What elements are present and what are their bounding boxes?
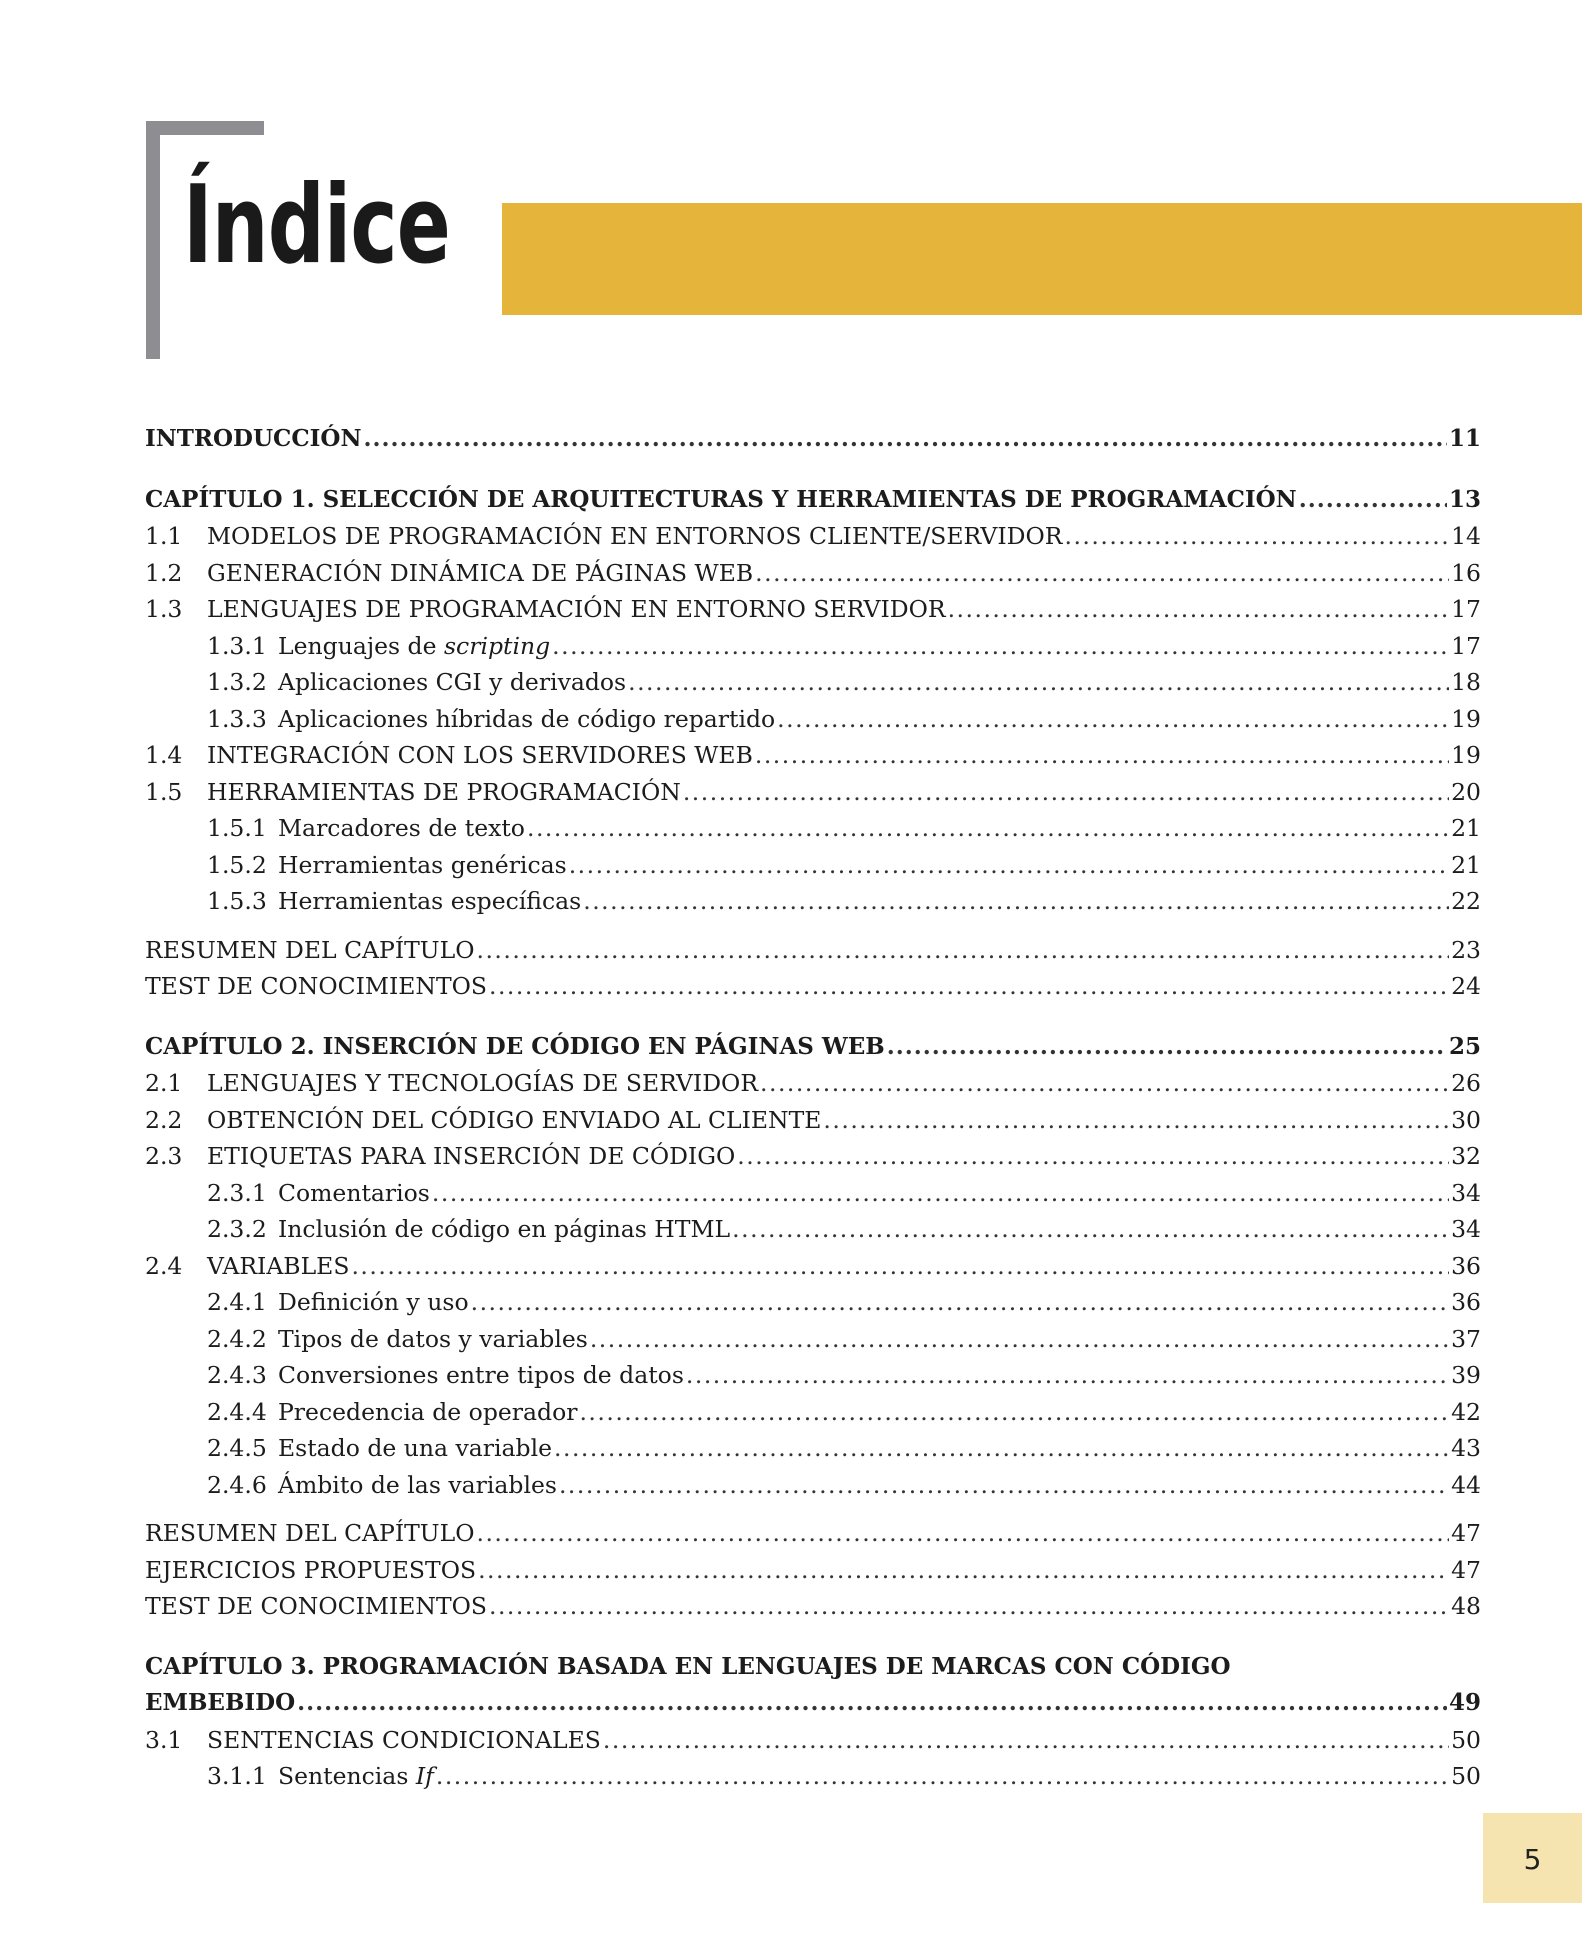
toc-entry-number: 2.4.4	[207, 1397, 267, 1426]
toc-entry-1-3-1[interactable]	[145, 632, 1481, 669]
toc-entry-page: 26	[1451, 1069, 1481, 1097]
toc-leader-dots	[552, 632, 1449, 660]
toc-leader-dots	[351, 1252, 1449, 1280]
toc-entry-label: TEST DE CONOCIMIENTOS	[145, 1592, 487, 1620]
toc-leader-dots	[628, 668, 1449, 696]
toc-entry-label: Aplicaciones CGI y derivados	[278, 668, 627, 696]
title-bracket-vertical	[146, 121, 160, 359]
title-accent-bar	[502, 203, 1582, 315]
toc-entry-2-1[interactable]	[145, 1069, 1481, 1106]
toc-entry-label: Aplicaciones híbridas de código repartido	[278, 704, 776, 733]
toc-entry-label: Conversiones entre tipos de datos	[278, 1361, 684, 1389]
toc-leader-dots	[476, 936, 1449, 964]
toc-entry-ch2-exercises[interactable]	[145, 1556, 1481, 1593]
toc-entry-label: LENGUAJES Y TECNOLOGÍAS DE SERVIDOR	[207, 1069, 759, 1097]
toc-entry-1-1[interactable]	[145, 522, 1481, 559]
toc-entry-label: Estado de una variable	[278, 1434, 553, 1462]
toc-leader-dots	[683, 778, 1449, 806]
toc-entry-label: VARIABLES	[207, 1251, 350, 1280]
toc-entry-page: 47	[1451, 1555, 1481, 1584]
toc-entry-page: 22	[1451, 887, 1481, 915]
toc-entry-3-1[interactable]	[145, 1726, 1481, 1763]
toc-entry-label: Tipos de datos y variables	[278, 1324, 588, 1353]
title-bracket-horizontal	[146, 121, 264, 135]
toc-entry-page: 20	[1451, 777, 1481, 806]
toc-entry-2-4-1[interactable]	[145, 1288, 1481, 1325]
toc-entry-label-text: Lenguajes de	[278, 631, 444, 660]
page-number-box	[1483, 1813, 1582, 1903]
toc-entry-page: 39	[1451, 1361, 1481, 1389]
toc-leader-dots	[363, 425, 1447, 452]
toc-entry-3-1-1[interactable]	[145, 1762, 1481, 1799]
toc-entry-number: 1.3.2	[207, 668, 267, 696]
toc-entry-number: 2.4.1	[207, 1288, 267, 1316]
toc-leader-dots	[554, 1434, 1449, 1462]
toc-entry-ch1-test[interactable]	[145, 972, 1481, 1009]
toc-entry-page: 49	[1448, 1689, 1481, 1716]
toc-entry-page: 24	[1451, 972, 1481, 1000]
toc-entry-number: 1.5	[145, 777, 183, 806]
toc-entry-page: 30	[1451, 1105, 1481, 1134]
toc-entry-page: 34	[1451, 1215, 1481, 1243]
toc-entry-page: 25	[1448, 1032, 1481, 1060]
toc-entry-number: 1.4	[145, 741, 183, 769]
toc-entry-label: Marcadores de texto	[278, 814, 525, 842]
toc-entry-1-5-2[interactable]	[145, 851, 1481, 888]
toc-entry-number: 2.1	[145, 1069, 183, 1097]
toc-leader-dots	[583, 887, 1449, 915]
toc-entry-1-4[interactable]	[145, 741, 1481, 778]
toc-leader-dots	[489, 1592, 1449, 1620]
toc-entry-1-3-2[interactable]	[145, 668, 1481, 705]
toc-entry-label: EJERCICIOS PROPUESTOS	[145, 1555, 477, 1584]
toc-entry-label-italic: If	[415, 1762, 434, 1790]
toc-entry-2-4-6[interactable]	[145, 1471, 1481, 1508]
toc-entry-page: 32	[1451, 1142, 1481, 1170]
toc-entry-2-4[interactable]	[145, 1252, 1481, 1289]
toc-entry-number: 1.5.2	[207, 850, 267, 879]
toc-leader-dots	[569, 851, 1449, 879]
toc-entry-page: 42	[1451, 1397, 1481, 1426]
toc-entry-number: 1.3.3	[207, 704, 267, 733]
toc-entry-label: Herramientas específicas	[278, 887, 582, 915]
toc-entry-page: 14	[1451, 522, 1481, 550]
toc-leader-dots	[471, 1288, 1450, 1316]
toc-leader-dots	[1064, 522, 1449, 550]
toc-entry-number: 2.4	[145, 1251, 183, 1280]
toc-entry-label: OBTENCIÓN DEL CÓDIGO ENVIADO AL CLIENTE	[207, 1105, 822, 1134]
toc-entry-page: 50	[1451, 1725, 1481, 1754]
toc-entry-label: HERRAMIENTAS DE PROGRAMACIÓN	[207, 777, 681, 806]
toc-entry-label-text: Sentencias	[278, 1762, 416, 1790]
toc-leader-dots	[297, 1689, 1447, 1716]
toc-entry-label: ETIQUETAS PARA INSERCIÓN DE CÓDIGO	[207, 1142, 736, 1170]
toc-entry-page: 16	[1451, 558, 1481, 587]
toc-entry-2-3-1[interactable]	[145, 1179, 1481, 1216]
toc-entry-label	[278, 1762, 434, 1790]
toc-entry-2-4-3[interactable]	[145, 1361, 1481, 1398]
toc-entry-page: 47	[1451, 1519, 1481, 1547]
toc-leader-dots	[887, 1033, 1447, 1060]
toc-entry-1-5-3[interactable]	[145, 887, 1481, 924]
toc-entry-label: RESUMEN DEL CAPÍTULO	[145, 935, 475, 964]
table-of-contents	[145, 425, 1481, 1799]
toc-leader-dots	[948, 595, 1450, 623]
toc-leader-dots	[603, 1726, 1449, 1754]
toc-entry-label: GENERACIÓN DINÁMICA DE PÁGINAS WEB	[207, 558, 754, 587]
page-number: 5	[1523, 1843, 1542, 1876]
toc-entry-label: LENGUAJES DE PROGRAMACIÓN EN ENTORNO SERVIDOR	[207, 595, 946, 623]
toc-entry-page: 13	[1448, 485, 1481, 513]
toc-entry-1-2[interactable]	[145, 559, 1481, 596]
toc-entry-2-2[interactable]	[145, 1106, 1481, 1143]
toc-entry-page: 18	[1451, 668, 1481, 696]
toc-entry-page: 50	[1451, 1762, 1481, 1790]
toc-entry-number: 3.1	[145, 1725, 183, 1754]
toc-entry-1-3[interactable]	[145, 595, 1481, 632]
toc-chapter-title: CAPÍTULO 3. PROGRAMACIÓN BASADA EN LENGUAJES DE MARCAS CON CÓDIGO	[145, 1652, 1231, 1680]
toc-leader-dots	[732, 1215, 1449, 1243]
toc-entry-number: 1.5.1	[207, 814, 267, 842]
toc-leader-dots	[823, 1106, 1449, 1134]
toc-entry-number: 2.4.3	[207, 1361, 267, 1389]
toc-leader-dots	[436, 1762, 1449, 1790]
toc-entry-1-5[interactable]	[145, 778, 1481, 815]
toc-entry-page: 44	[1451, 1470, 1481, 1499]
toc-entry-page: 43	[1451, 1434, 1481, 1462]
toc-chapter-3-line1[interactable]	[145, 1653, 1481, 1690]
toc-leader-dots	[755, 559, 1449, 587]
toc-leader-dots	[478, 1556, 1449, 1584]
toc-leader-dots	[579, 1398, 1449, 1426]
toc-entry-2-4-4[interactable]	[145, 1398, 1481, 1435]
toc-entry-number: 2.3.2	[207, 1215, 267, 1243]
toc-entry-number: 1.5.3	[207, 887, 267, 915]
toc-entry-label: INTRODUCCIÓN	[145, 425, 362, 452]
toc-entry-page: 23	[1451, 935, 1481, 964]
toc-entry-label: Inclusión de código en páginas HTML	[278, 1215, 731, 1243]
toc-entry-label: Precedencia de operador	[278, 1397, 578, 1426]
toc-entry-2-4-2[interactable]	[145, 1325, 1481, 1362]
toc-entry-page: 17	[1451, 595, 1481, 623]
toc-leader-dots	[476, 1519, 1449, 1547]
toc-leader-dots	[527, 814, 1449, 842]
toc-entry-ch2-summary[interactable]	[145, 1519, 1481, 1556]
toc-entry-page: 36	[1451, 1288, 1481, 1316]
toc-chapter-2[interactable]	[145, 1033, 1481, 1070]
toc-entry-page: 19	[1451, 741, 1481, 769]
toc-entry-number: 2.3	[145, 1142, 183, 1170]
toc-entry-page: 21	[1451, 850, 1481, 879]
toc-entry-number: 3.1.1	[207, 1762, 267, 1790]
toc-leader-dots	[1299, 486, 1447, 513]
toc-entry-number: 2.4.2	[207, 1324, 267, 1353]
toc-entry-1-3-3[interactable]	[145, 705, 1481, 742]
toc-chapter-title: CAPÍTULO 2. INSERCIÓN DE CÓDIGO EN PÁGINAS WEB	[145, 1032, 885, 1060]
toc-entry-page: 21	[1451, 814, 1481, 842]
toc-entry-label: Comentarios	[278, 1178, 430, 1207]
toc-entry-page: 19	[1451, 704, 1481, 733]
toc-leader-dots	[432, 1179, 1449, 1207]
toc-entry-page: 37	[1451, 1324, 1481, 1353]
toc-entry-label: SENTENCIAS CONDICIONALES	[207, 1725, 601, 1754]
toc-entry-number: 2.4.6	[207, 1470, 267, 1499]
toc-entry-page: 11	[1448, 425, 1481, 452]
toc-leader-dots	[760, 1069, 1449, 1097]
toc-entry-2-3-2[interactable]	[145, 1215, 1481, 1252]
toc-entry-number: 2.3.1	[207, 1178, 267, 1207]
toc-leader-dots	[777, 705, 1449, 733]
toc-entry-label: RESUMEN DEL CAPÍTULO	[145, 1519, 475, 1547]
toc-entry-number: 2.2	[145, 1105, 183, 1134]
toc-entry-page: 34	[1451, 1178, 1481, 1207]
toc-entry-number: 1.3.1	[207, 631, 267, 660]
toc-entry-label: Herramientas genéricas	[278, 850, 567, 879]
toc-entry-label	[278, 632, 550, 660]
toc-entry-label: MODELOS DE PROGRAMACIÓN EN ENTORNOS CLIENTE/SERVIDOR	[207, 522, 1063, 550]
page-title: Índice	[183, 163, 451, 288]
toc-entry-label-italic: scripting	[443, 631, 551, 660]
toc-entry-1-5-1[interactable]	[145, 814, 1481, 851]
toc-entry-label: INTEGRACIÓN CON LOS SERVIDORES WEB	[207, 741, 753, 769]
toc-entry-label: TEST DE CONOCIMIENTOS	[145, 972, 487, 1000]
toc-entry-page: 36	[1451, 1251, 1481, 1280]
toc-entry-introduction[interactable]	[145, 425, 1481, 462]
toc-chapter-3-line2[interactable]	[145, 1689, 1481, 1726]
toc-leader-dots	[559, 1471, 1449, 1499]
toc-leader-dots	[590, 1325, 1449, 1353]
toc-chapter-title: CAPÍTULO 1. SELECCIÓN DE ARQUITECTURAS Y HERRAMIENTAS DE PROGRAMACIÓN	[145, 485, 1297, 513]
toc-entry-number: 1.2	[145, 558, 183, 587]
toc-leader-dots	[737, 1142, 1449, 1170]
toc-entry-number: 1.1	[145, 522, 183, 550]
toc-entry-ch2-test[interactable]	[145, 1592, 1481, 1629]
toc-entry-ch1-summary[interactable]	[145, 936, 1481, 973]
toc-leader-dots	[755, 741, 1449, 769]
toc-entry-label: Definición y uso	[278, 1288, 469, 1316]
toc-entry-2-3[interactable]	[145, 1142, 1481, 1179]
toc-leader-dots	[489, 972, 1449, 1000]
toc-entry-number: 1.3	[145, 595, 183, 623]
toc-leader-dots	[686, 1361, 1449, 1389]
toc-entry-page: 17	[1451, 631, 1481, 660]
toc-entry-page: 48	[1451, 1592, 1481, 1620]
toc-entry-label: Ámbito de las variables	[278, 1470, 557, 1499]
toc-entry-number: 2.4.5	[207, 1434, 267, 1462]
toc-chapter-1[interactable]	[145, 486, 1481, 523]
toc-entry-2-4-5[interactable]	[145, 1434, 1481, 1471]
toc-chapter-title: EMBEBIDO	[145, 1689, 296, 1716]
